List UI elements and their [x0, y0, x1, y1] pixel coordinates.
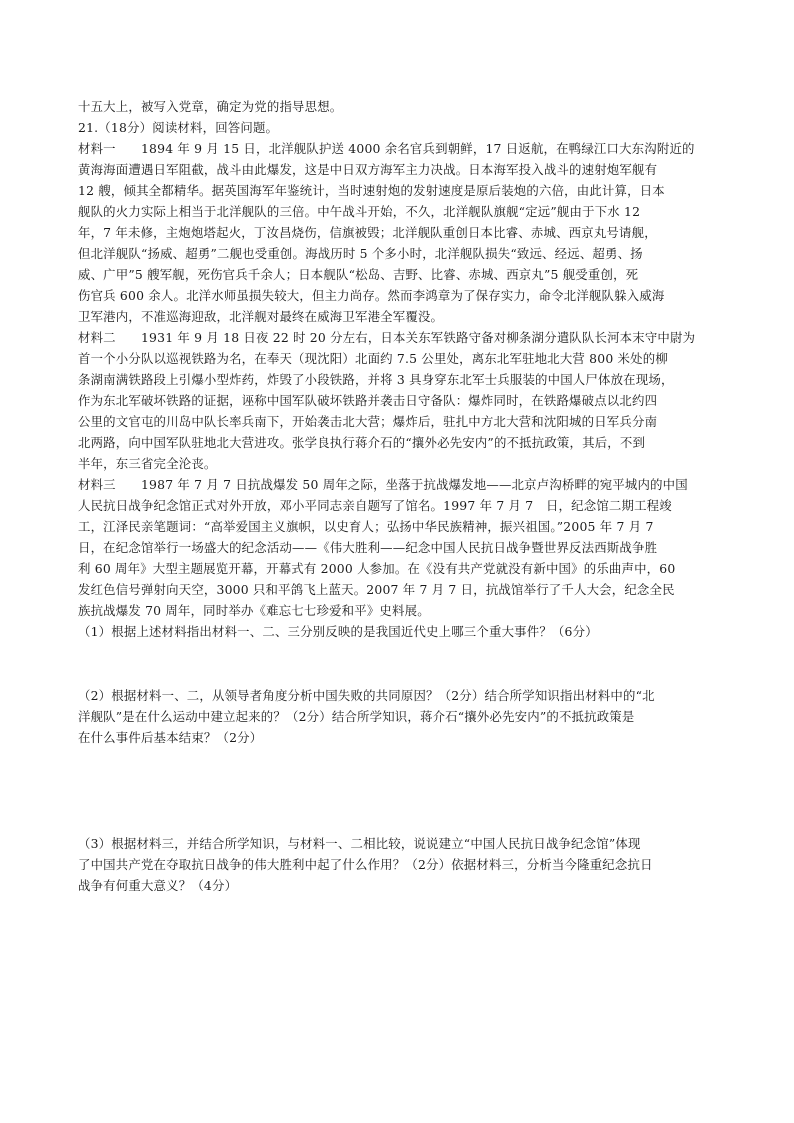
material-3-line: 发红色信号弹射向天空，3000 只和平鸽飞上蓝天。2007 年 7 月 7 日，抗战馆举行了千人大会，纪念全民 [78, 582, 675, 597]
material-3-line: 材料三 1987 年 7 月 7 日抗战爆发 50 周年之际，坐落于抗战爆发地——北京卢沟桥畔的宛平城内的中国 [78, 477, 688, 492]
material-1 [78, 138, 728, 327]
question-2 [78, 685, 728, 748]
question-2-line: 洋舰队”是在什么运动中建立起来的？（2分）结合所学知识，蒋介石“攘外必先安内”的不抵抗政策是 [78, 709, 635, 724]
material-3-line: 利 60 周年》大型主题展览开幕，开幕式有 2000 人参加。在《没有共产党就没有新中国》的乐曲声中，60 [78, 561, 676, 576]
material-3-line: 工，江泽民亲笔题词：“高举爱国主义旗帜，以史育人；弘扬中华民族精神，振兴祖国。”2005 年 7 月 7 [78, 519, 654, 534]
question-1: （1）根据上述材料指出材料一、二、三分别反映的是我国近代史上哪三个重大事件？（6分） [78, 624, 598, 639]
material-3-line: 人民抗日战争纪念馆正式对外开放，邓小平同志亲自题写了馆名。1997 年 7 月 7 日，纪念馆二期工程竣 [78, 498, 672, 513]
question-3-line: 了中国共产党在夺取抗日战争的伟大胜利中起了什么作用？（2分）依据材料三，分析当今隆重纪念抗日 [78, 857, 653, 872]
material-2-line: 北两路，向中国军队驻地北大营进攻。张学良执行蒋介石的“攘外必先安内”的不抵抗政策，其后，不到 [78, 435, 646, 450]
question-3-line: 战争有何重大意义？（4分） [78, 878, 238, 893]
material-1-line: 伤官兵 600 余人。北洋水师虽损失较大，但主力尚存。然而李鸿章为了保存实力，命令北洋舰队躲入威海 [78, 288, 665, 303]
material-1-line: 材料一 1894 年 9 月 15 日，北洋舰队护送 4000 余名官兵到朝鲜，17 日返航，在鸭绿江口大东沟附近的 [78, 141, 695, 156]
answer-space-1[interactable] [78, 642, 728, 685]
material-3 [78, 474, 728, 621]
material-1-line: 12 艘，倾其全都精华。据英国海军年鉴统计，当时速射炮的发射速度是原后装炮的六倍，由此计算，日本 [78, 183, 665, 198]
material-2-line: 公里的文官屯的川岛中队长率兵南下，开始袭击北大营；爆炸后，驻扎中方北大营和沈阳城的日军兵分南 [78, 414, 658, 429]
document-page [78, 96, 728, 896]
material-3-line: 日，在纪念馆举行一场盛大的纪念活动——《伟大胜利——纪念中国人民抗日战争暨世界反法西斯战争胜 [78, 540, 658, 555]
question-2-line: 在什么事件后基本结束？（2分） [78, 730, 263, 745]
material-1-line: 年，7 年未修，主炮炮塔起火，丁汝昌烧伤，信旗被毁；北洋舰队重创日本比睿、赤城、西京丸号请舰， [78, 225, 657, 240]
material-2-line: 半年，东三省完全沦丧。 [78, 456, 217, 471]
material-2-line: 材料二 1931 年 9 月 18 日夜 22 时 20 分左右，日本关东军铁路守备对柳条湖分遣队队长河本末守中尉为 [78, 330, 696, 345]
intro-line: 十五大上，被写入党章，确定为党的指导思想。 [78, 99, 343, 114]
material-2-line: 条湖南满铁路段上引爆小型炸药，炸毁了小段铁路，并将 3 具身穿东北军士兵服装的中国人尸体放在现场， [78, 372, 674, 387]
question-3 [78, 833, 728, 896]
question-header: 21.（18分）阅读材料，回答问题。 [78, 120, 279, 135]
material-1-line: 但北洋舰队“扬威、超勇”二舰也受重创。海战历时 5 个多小时，北洋舰队损失“致远、经远、超勇、扬 [78, 246, 643, 261]
material-2-line: 作为东北军破坏铁路的证据，诬称中国军队破坏铁路并袭击日守备队：爆炸同时，在铁路爆破点以北约四 [78, 393, 658, 408]
answer-space-2[interactable] [78, 748, 728, 833]
material-1-line: 舰队的火力实际上相当于北洋舰队的三倍。中午战斗开始，不久，北洋舰队旗舰“定远”舰由于下水 12 [78, 204, 641, 219]
material-2-line: 首一个小分队以巡视铁路为名，在奉天（现沈阳）北面约 7.5 公里处，离东北军驻地北大营 800 米处的柳 [78, 351, 668, 366]
question-3-line: （3）根据材料三，并结合所学知识，与材料一、二相比较，说说建立“中国人民抗日战争纪念馆”体现 [78, 836, 641, 851]
material-3-line: 族抗战爆发 70 周年，同时举办《难忘七七珍爱和平》史料展。 [78, 603, 430, 618]
material-1-line: 威、广甲”5 艘军舰，死伤官兵千余人；日本舰队“松岛、吉野、比睿、赤城、西京丸”5 舰受重创，死 [78, 267, 639, 282]
material-1-line: 卫军港内，不准巡海迎敌，北洋舰对最终在威海卫军港全军覆没。 [78, 309, 444, 324]
question-2-line: （2）根据材料一、二，从领导者角度分析中国失败的共同原因？（2分）结合所学知识指出材料中的“北 [78, 688, 655, 703]
material-2 [78, 327, 728, 474]
material-1-line: 黄海海面遭遇日军阻截，战斗由此爆发，这是中日双方海军主力决战。日本海军投入战斗的速射炮军舰有 [78, 162, 658, 177]
